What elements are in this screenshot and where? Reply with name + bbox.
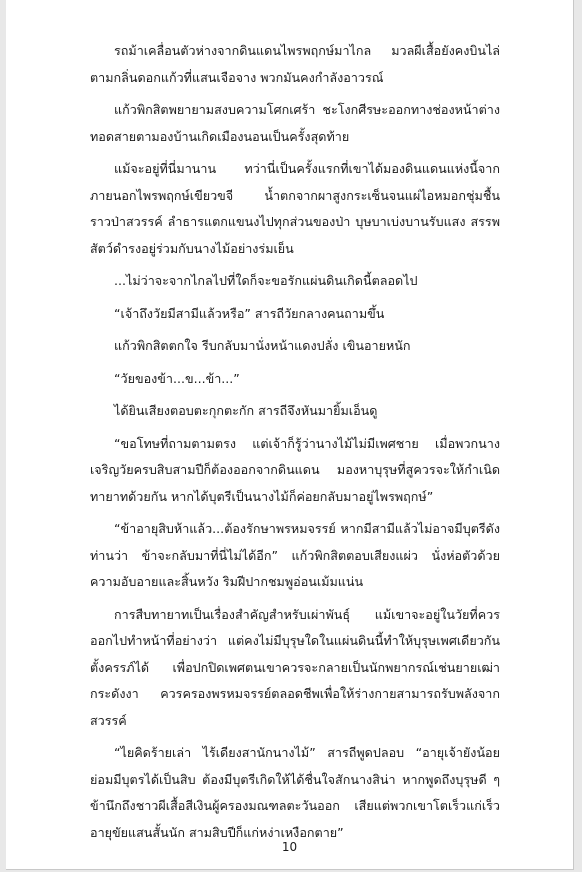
- paragraph-9: “ขอโทษที่ถามตามตรง แต่เจ้าก็รู้ว่านางไม้ไม่มีเพศชาย เมื่อพวกนางเจริญวัยครบสิบสามปีก็ต้องออกจากดินแดน มองหาบุรุษที่สูควรจะให้กำเนิดทายาทด้วยกัน หากได้บุตรีเป็นนางไม้ก็ค่อยกลับมาอยู่ไพรพฤกษ์”: [90, 435, 500, 504]
- book-page: [6, 0, 574, 870]
- paragraph-2: แก้วพิกสิตพยายามสงบความโศกเศร้า ชะโงกศีรษะออกทางช่องหน้าต่างทอดสายตามองบ้านเกิดเมืองนอนเป็นครั้งสุดท้าย: [90, 102, 500, 144]
- paragraph-12: “ไยคิดร้ายเล่า ไร้เดียงสานักนางไม้” สารถีพูดปลอบ “อายุเจ้ายังน้อยย่อมมีบุตรได้เป็นสิบ ต้องมีบุตรีเกิดให้ได้ชื่นใจสักนางสิน่า หากพูดถึงบุรุษดี ๆ ข้านึกถึงชาวผีเสื้อสีเงินผู้ครองมณฑลตะวันออก เสียแต่พวกเขาโตเร็วแก่เร็ว อายุขัยแสนสั้นนัก สามสิบปีก็แก่หง่าเหงือกตาย”: [90, 745, 500, 840]
- page-number: 10: [281, 840, 298, 854]
- paragraph-11: การสืบทายาทเป็นเรื่องสำคัญสำหรับเผ่าพันธุ์ แม้เขาจะอยู่ในวัยที่ควรออกไปทำหน้าที่อย่างว่า แต่คงไม่มีบุรุษใดในแผ่นดินนี้ทำให้บุรุษเพศเดียวกันตั้งครรภ์ได้ เพื่อปกปิดเพศตนเขาควรจะกลายเป็นนักพยากรณ์เช่นยายเฒ่ากระดังงา ควรครองพรหมจรรย์ตลอดชีพเพื่อให้ร่างกายสามารถรับพลังจากสวรรค์: [90, 606, 500, 728]
- paragraph-7: “วัยของข้า...ข...ข้า...”: [114, 370, 240, 386]
- paragraph-3: แม้จะอยู่ที่นี่มานาน ทว่านี่เป็นครั้งแรกที่เขาได้มองดินแดนแห่งนี้จากภายนอกไพรพฤกษ์เขียวขจี น้ำตกจากผาสูงกระเซ็นจนแผ่ไอหมอกชุ่มชื้นราวป่าสวรรค์ ลำธารแตกแขนงไปทุกส่วนของป่า บุษบาเบ่งบานรับแสง สรรพสัตว์ดำรงอยู่ร่วมกับนางไม้อย่างร่มเย็น: [90, 161, 500, 256]
- paragraph-6: แก้วพิกสิตตกใจ รีบกลับมานั่งหน้าแดงปลั่ง เขินอายหนัก: [114, 338, 411, 353]
- paragraph-8: ได้ยินเสียงตอบตะกุกตะกัก สารถีจึงหันมายิ้มเอ็นดู: [114, 403, 378, 418]
- body-text: [90, 38, 500, 852]
- paragraph-5: “เจ้าถึงวัยมีสามีแล้วหรือ” สารถีวัยกลางคนถามขึ้น: [114, 305, 385, 321]
- paragraph-1: รถม้าเคลื่อนตัวห่างจากดินแดนไพรพฤกษ์มาไกล มวลผีเสื้อยังคงบินไล่ตามกลิ่นดอกแก้วที่แสนเจือจาง พวกมันคงกำลังอาวรณ์: [90, 43, 500, 85]
- paragraph-10: “ข้าอายุสิบห้าแล้ว...ต้องรักษาพรหมจรรย์ หากมีสามีแล้วไม่อาจมีบุตรีดังท่านว่า ข้าจะกลับมาที่นี่ไม่ได้อีก” แก้วพิกสิตตอบเสียงแผ่ว นั่งห่อตัวด้วยความอับอายและสิ้นหวัง ริมฝีปากชมพูอ่อนเม้มแน่น: [90, 521, 500, 589]
- paragraph-4: ...ไม่ว่าจะจากไกลไปที่ใดก็จะขอรักแผ่นดินเกิดนี้ตลอดไป: [114, 273, 418, 288]
